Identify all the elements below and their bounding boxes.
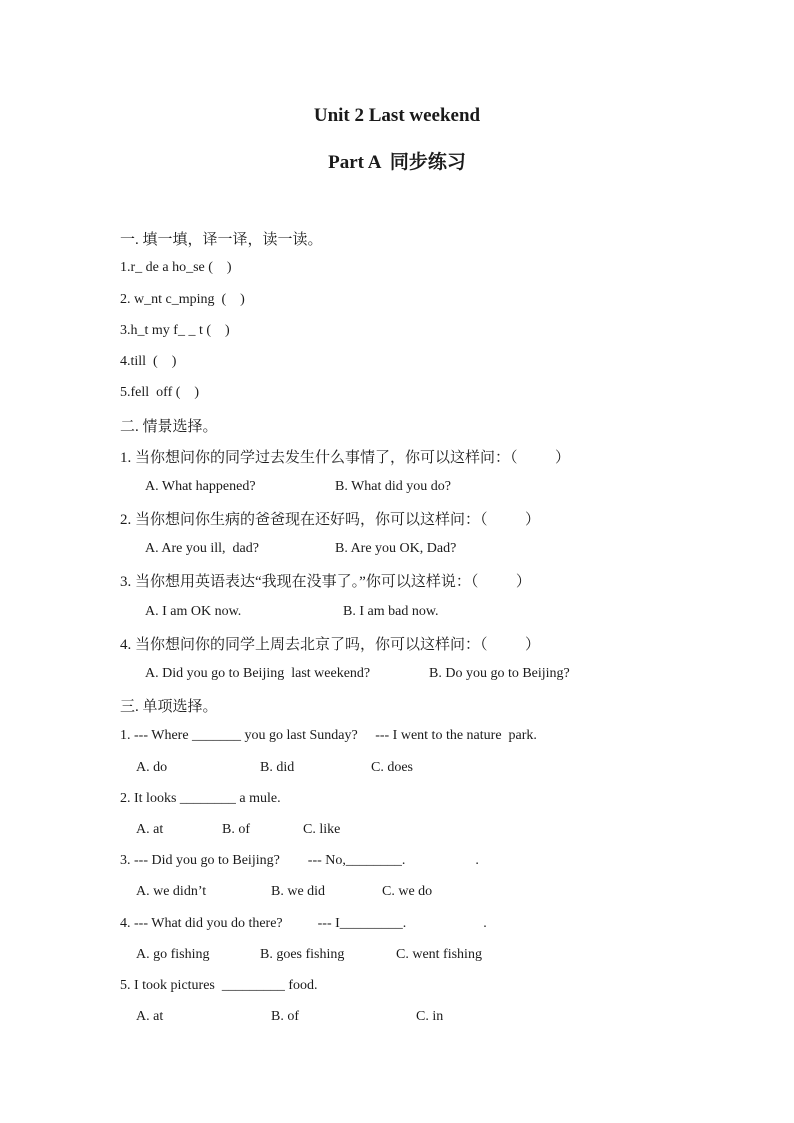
situation-option-4b: B. Do you go to Beijing? xyxy=(429,666,570,681)
choice-question-3: 3. --- Did you go to Beijing? --- No,________. . xyxy=(120,853,479,868)
fill-item-1: 1.r_ de a ho_se ( ) xyxy=(120,260,232,275)
choice-option-4a: A. go fishing xyxy=(136,947,210,962)
choice-option-2c: C. like xyxy=(303,822,341,837)
choice-option-2a: A. at xyxy=(136,822,164,837)
fill-item-4: 4.till ( ) xyxy=(120,354,177,369)
situation-option-1b: B. What did you do? xyxy=(335,479,452,494)
choice-option-1c: C. does xyxy=(371,760,413,775)
choice-option-3b: B. we did xyxy=(271,884,326,899)
choice-option-4c: C. went fishing xyxy=(396,947,482,962)
section1-heading: 一. 填一填，译一译，读一读。 xyxy=(120,232,323,248)
choice-question-5: 5. I took pictures _________ food. xyxy=(120,978,318,993)
section3-heading: 三. 单项选择。 xyxy=(120,699,218,715)
situation-option-2a: A. Are you ill, dad? xyxy=(145,541,259,556)
situation-question-4: 4. 当你想问你的同学上周去北京了吗，你可以这样问：（ ） xyxy=(120,637,541,653)
choice-option-2b: B. of xyxy=(222,822,250,837)
choice-option-5b: B. of xyxy=(271,1009,299,1024)
situation-option-1a: A. What happened? xyxy=(145,479,256,494)
fill-item-3: 3.h_t my f_ _ t ( ) xyxy=(120,323,230,338)
choice-option-1a: A. do xyxy=(136,760,168,775)
choice-option-1b: B. did xyxy=(260,760,295,775)
situation-question-2: 2. 当你想问你生病的爸爸现在还好吗，你可以这样问：（ ） xyxy=(120,512,541,528)
situation-option-3a: A. I am OK now. xyxy=(145,604,242,619)
situation-option-3b: B. I am bad now. xyxy=(343,604,439,619)
choice-question-4: 4. --- What did you do there? --- I_________. . xyxy=(120,916,487,931)
fill-item-5: 5.fell off ( ) xyxy=(120,385,200,400)
page-title: Unit 2 Last weekend xyxy=(313,105,481,126)
page-subtitle: Part A 同步练习 xyxy=(328,152,466,173)
situation-option-4a: A. Did you go to Beijing last weekend? xyxy=(145,666,371,681)
section2-heading: 二. 情景选择。 xyxy=(120,419,218,435)
situation-question-1: 1. 当你想问你的同学过去发生什么事情了，你可以这样问：（ ） xyxy=(120,450,571,466)
choice-option-5a: A. at xyxy=(136,1009,164,1024)
situation-question-3: 3. 当你想用英语表达“我现在没事了。”你可以这样说：（ ） xyxy=(120,574,531,590)
choice-option-5c: C. in xyxy=(416,1009,444,1024)
situation-option-2b: B. Are you OK, Dad? xyxy=(335,541,457,556)
choice-option-4b: B. goes fishing xyxy=(260,947,345,962)
choice-question-1: 1. --- Where _______ you go last Sunday? --- I went to the nature park. xyxy=(120,728,537,743)
choice-option-3c: C. we do xyxy=(382,884,433,899)
choice-option-3a: A. we didn’t xyxy=(136,884,207,899)
fill-item-2: 2. w_nt c_mping ( ) xyxy=(120,292,245,307)
choice-question-2: 2. It looks ________ a mule. xyxy=(120,791,281,806)
